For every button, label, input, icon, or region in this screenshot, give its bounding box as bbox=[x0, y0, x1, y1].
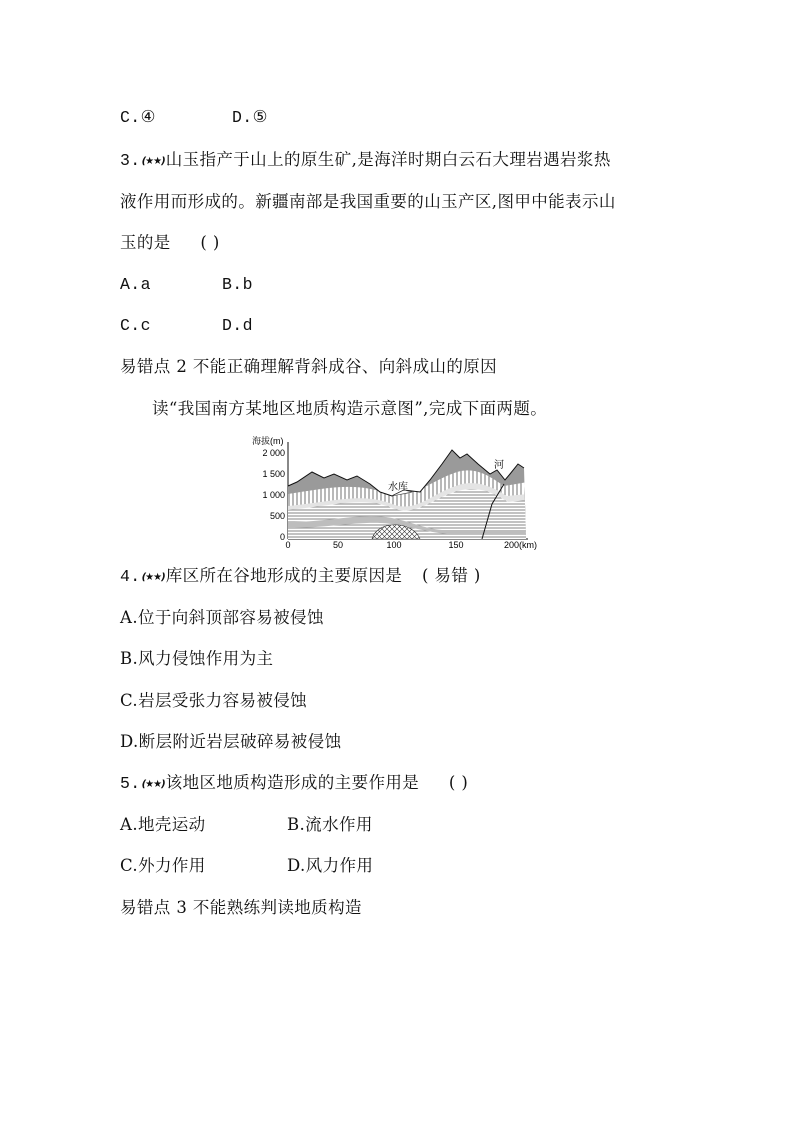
y-tick-2000: 2 000 bbox=[262, 448, 285, 458]
figure-intro: 读“我国南方某地区地质构造示意图”,完成下面两题。 bbox=[152, 399, 548, 418]
q3-option-a: A.a bbox=[120, 275, 151, 294]
x-tick-200: 200(km) bbox=[504, 540, 538, 550]
q4-stem bbox=[120, 566, 481, 588]
geologic-cross-section-figure bbox=[252, 434, 542, 550]
q4-option-a: A.位于向斜顶部容易被侵蚀 bbox=[120, 608, 324, 627]
q4-option-b: B.风力侵蚀作用为主 bbox=[120, 649, 274, 668]
q4-error-prone-tag: ( 易错 ) bbox=[421, 566, 481, 585]
reservoir-label: 水库 bbox=[388, 482, 408, 493]
q2-option-c: C.④ bbox=[120, 108, 156, 127]
q3-text-line2: 液作用而形成的。新疆南部是我国重要的山玉产区,图甲中能表示山 bbox=[120, 192, 616, 211]
strata-layers bbox=[288, 434, 528, 544]
q5-stem bbox=[120, 773, 468, 795]
q4-difficulty-badge: (★★) bbox=[141, 572, 165, 583]
q5-difficulty-badge: (★★) bbox=[141, 779, 165, 790]
y-tick-0: 0 bbox=[279, 532, 285, 542]
q5-option-d: D.风力作用 bbox=[287, 856, 374, 875]
q4-stem-text: 库区所在谷地形成的主要原因是 bbox=[165, 566, 403, 585]
q5-option-c: C.外力作用 bbox=[120, 856, 206, 875]
q4-number: 4. bbox=[120, 567, 141, 586]
q3-stem-line3 bbox=[120, 233, 220, 253]
q3-number: 3. bbox=[120, 151, 141, 170]
y-tick-1000: 1 000 bbox=[262, 490, 285, 500]
q4-option-c: C.岩层受张力容易被侵蚀 bbox=[120, 691, 308, 710]
q3-option-d: D.d bbox=[222, 316, 253, 335]
q3-answer-bracket: ( ) bbox=[200, 233, 220, 252]
q4-option-d: D.断层附近岩层破碎易被侵蚀 bbox=[120, 732, 342, 751]
x-tick-150: 150 bbox=[448, 540, 464, 550]
q5-option-a: A.地壳运动 bbox=[120, 815, 206, 834]
q3-stem-line2 bbox=[120, 192, 616, 212]
q3-text-line3: 玉的是 bbox=[120, 233, 171, 252]
q5-stem-text: 该地区地质构造形成的主要作用是 bbox=[165, 773, 420, 792]
q5-answer-bracket: ( ) bbox=[448, 773, 469, 792]
q3-option-c: C.c bbox=[120, 316, 151, 335]
q3-stem-line1 bbox=[120, 150, 611, 172]
river-label: 河 bbox=[494, 460, 504, 471]
q5-number: 5. bbox=[120, 774, 141, 793]
y-tick-500: 500 bbox=[269, 511, 285, 521]
q3-option-b: B.b bbox=[222, 275, 253, 294]
y-tick-1500: 1 500 bbox=[262, 469, 285, 479]
section-2-title: 易错点 2 不能正确理解背斜成谷、向斜成山的原因 bbox=[120, 357, 498, 376]
q5-option-b: B.流水作用 bbox=[287, 815, 373, 834]
x-tick-100: 100 bbox=[386, 540, 402, 550]
q3-difficulty-badge: (★★) bbox=[141, 156, 165, 167]
q3-text-line1: 山玉指产于山上的原生矿,是海洋时期白云石大理岩遇岩浆热 bbox=[165, 150, 611, 169]
y-axis-label: 海拔(m) bbox=[252, 436, 284, 446]
q2-option-d: D.⑤ bbox=[232, 108, 268, 127]
section-3-title: 易错点 3 不能熟练判读地质构造 bbox=[120, 898, 362, 917]
x-tick-0: 0 bbox=[285, 540, 291, 550]
x-tick-50: 50 bbox=[332, 540, 344, 550]
